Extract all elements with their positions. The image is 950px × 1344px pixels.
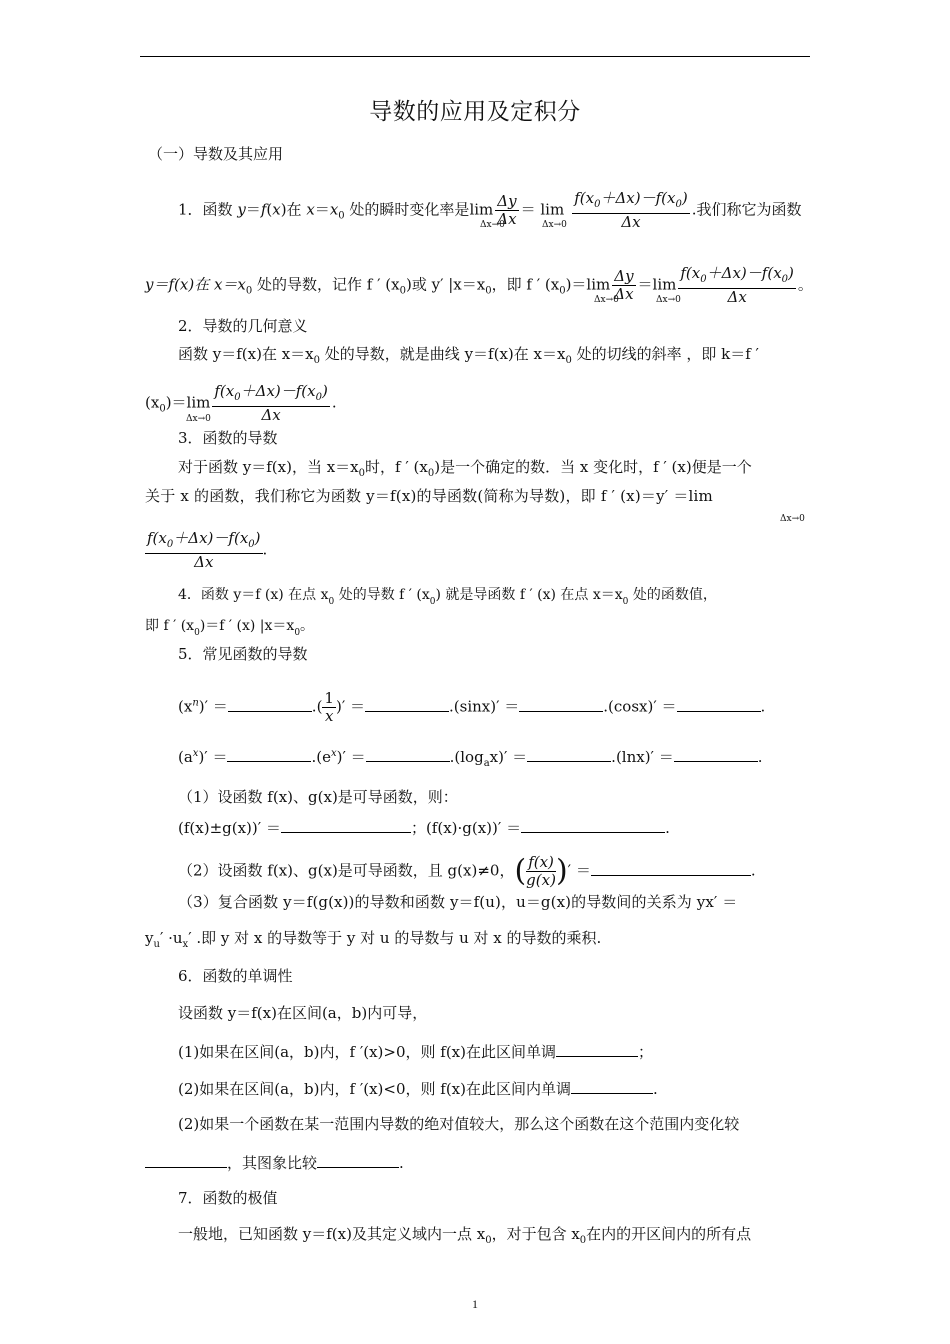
item-2-heading: 2．导数的几何意义 bbox=[178, 317, 308, 335]
section-heading: （一）导数及其应用 bbox=[148, 145, 284, 163]
derivative-formula-row-2: $(a^x)' = .(e^x)' = .(\log_ax)' = .(\ln x)'$ ＝ . bbox=[178, 744, 763, 774]
lim-subscript: Δx→0 bbox=[542, 220, 567, 230]
rule-3-text: （3）复合函数 y＝f(g(x))的导数和函数 y＝f(u)，u＝g(x)的导数间的关系为 yx′ ＝ bbox=[178, 893, 738, 911]
item-2-line-2: $(x_0)=\lim$ $\frac{f(x_0+\Delta x)-f(x_0)}{\Delta x}$ . bbox=[145, 382, 337, 424]
monotonic-case-1: (1)如果在区间(a，b)内，f ′(x)>0，则 f(x)在此区间单调 ； bbox=[178, 1040, 653, 1062]
lim-subscript: Δx→0 bbox=[480, 220, 505, 230]
item-3-line-2: 关于 x 的函数，我们称它为函数 y＝f(x)的导函数(简称为导数)，即 f ′ (x)＝y′ ＝lim bbox=[145, 487, 713, 505]
lim-subscript: Δx→0 bbox=[656, 295, 681, 305]
page-title: 导数的应用及定积分 bbox=[369, 99, 581, 125]
item-7-heading: 7．函数的极值 bbox=[178, 1189, 278, 1207]
answer-blank[interactable] bbox=[365, 695, 449, 712]
answer-blank[interactable] bbox=[527, 745, 611, 762]
item-3-line-3: $\frac{f(x_0+\Delta x)-f(x_0)}{\Delta x}$ . bbox=[147, 529, 268, 571]
lim-subscript: Δx→0 bbox=[780, 514, 805, 524]
monotonic-case-2: (2)如果在区间(a，b)内，f ′(x)<0，则 f(x)在此区间内单调 . bbox=[178, 1077, 658, 1099]
fraction-dy-dx: $\frac{\Delta y}{\Delta x}$ bbox=[614, 267, 634, 303]
item-4-line-2: 即 f ′ $(x_0)=f$ ′ (x) $|x=x_0$。 bbox=[145, 618, 315, 638]
answer-blank[interactable] bbox=[227, 745, 311, 762]
answer-blank[interactable] bbox=[677, 695, 761, 712]
header-rule bbox=[140, 56, 810, 57]
item-4-line-1: 4．函数 y＝f (x) 在点 $x_0$ 处的导数 f ′ $(x_0)$ 就是导函数 f ′ (x) 在点 $x=x_0$ 处的函数值， bbox=[178, 587, 717, 607]
answer-blank[interactable] bbox=[591, 859, 751, 876]
item-6-heading: 6．函数的单调性 bbox=[178, 967, 293, 985]
item-3-heading: 3．函数的导数 bbox=[178, 429, 278, 447]
answer-blank[interactable] bbox=[281, 816, 411, 833]
fraction-f-over-g: $\frac{f(x)}{g(x)}$ bbox=[526, 853, 556, 889]
lim-subscript: Δx→0 bbox=[186, 414, 211, 424]
derivative-formula-row-1: $(x^n)'$ ＝ .( $\frac{1}{x}$ )′ ＝ .(sinx)′ ＝ .(cosx)′ ＝ . bbox=[178, 689, 766, 725]
rule-2-text: （2）设函数 f(x)、g(x)是可导函数，且 g(x)≠0，( $\frac{f(x)}{g(x)}$ )′ ＝ . bbox=[178, 853, 756, 889]
monotonic-intro: 设函数 y＝f(x)在区间(a，b)内可导， bbox=[178, 1004, 428, 1022]
answer-blank[interactable] bbox=[228, 695, 312, 712]
lim-subscript: Δx→0 bbox=[594, 295, 619, 305]
fraction-dy-dx: $\frac{\Delta y}{\Delta x}$ bbox=[497, 192, 517, 228]
item-2-line-1: 函数 y＝f(x)在 $x=x_0$ 处的导数，就是曲线 y＝f(x)在 $x=x_0$ 处的切线的斜率 ，即 k＝f ′ bbox=[178, 345, 759, 366]
item-1-line-2: y＝f(x)在 $x=x_0$ 处的导数，记作 f ′ $(x_0)$或 y′ $|x=x_0$，即 f ′ $(x_0)=\lim$ $\frac{\Delta y}{\Delta x}$ ＝lim $\frac{f(x_0+\Delta x)-f(x_0)}{\Delta x}$ 。 bbox=[145, 264, 813, 306]
rule-1-text: （1）设函数 f(x)、g(x)是可导函数，则： bbox=[178, 788, 458, 806]
answer-blank[interactable] bbox=[317, 1151, 399, 1168]
fraction-difference-quotient: $\frac{f(x_0+\Delta x)-f(x_0)}{\Delta x}$ bbox=[147, 529, 261, 571]
page-number: 1 bbox=[472, 1297, 478, 1311]
answer-blank[interactable] bbox=[521, 816, 665, 833]
item-5-heading: 5．常见函数的导数 bbox=[178, 645, 308, 663]
rule-1-formulas: (f(x)±g(x))′ ＝ ；(f(x)·g(x))′ ＝ . bbox=[178, 816, 670, 838]
answer-blank[interactable] bbox=[571, 1077, 653, 1094]
item-1-line-1: 1．函数 y＝f(x)在 $x=x_0$ 处的瞬时变化率是lim $\frac{\Delta y}{\Delta x}$ ＝ lim $\frac{f(x_0+\Delta x)-f(x_0)}{\Delta x}$ .我们称它为函数 bbox=[178, 189, 802, 231]
answer-blank[interactable] bbox=[366, 745, 450, 762]
answer-blank[interactable] bbox=[674, 745, 758, 762]
answer-blank[interactable] bbox=[519, 695, 603, 712]
extremum-text: 一般地，已知函数 y＝f(x)及其定义域内一点 $x_0$，对于包含 $x_0$在内的开区间内的所有点 bbox=[178, 1225, 752, 1246]
fraction-one-over-x: $\frac{1}{x}$ bbox=[324, 689, 334, 725]
rule-3-continuation: $y_u' \cdot u_x'$ .即 y 对 x 的导数等于 y 对 u 的导数与 u 对 x 的导数的乘积. bbox=[145, 929, 602, 950]
fraction-difference-quotient: $\frac{f(x_0+\Delta x)-f(x_0)}{\Delta x}$ bbox=[680, 264, 794, 306]
fraction-difference-quotient: $\frac{f(x_0+\Delta x)-f(x_0)}{\Delta x}$ bbox=[214, 382, 328, 424]
monotonic-case-3-continuation: ，其图象比较 . bbox=[145, 1151, 404, 1173]
fraction-difference-quotient: $\frac{f(x_0+\Delta x)-f(x_0)}{\Delta x}$ bbox=[574, 189, 688, 231]
answer-blank[interactable] bbox=[556, 1040, 638, 1057]
answer-blank[interactable] bbox=[145, 1151, 227, 1168]
monotonic-case-3: (2)如果一个函数在某一范围内导数的绝对值较大，那么这个函数在这个范围内变化较 bbox=[178, 1115, 740, 1133]
item-3-line-1: 对于函数 y＝f(x)，当 $x=x_0$时，f ′ $(x_0)$是一个确定的数．当 x 变化时，f ′ (x)便是一个 bbox=[178, 458, 752, 479]
